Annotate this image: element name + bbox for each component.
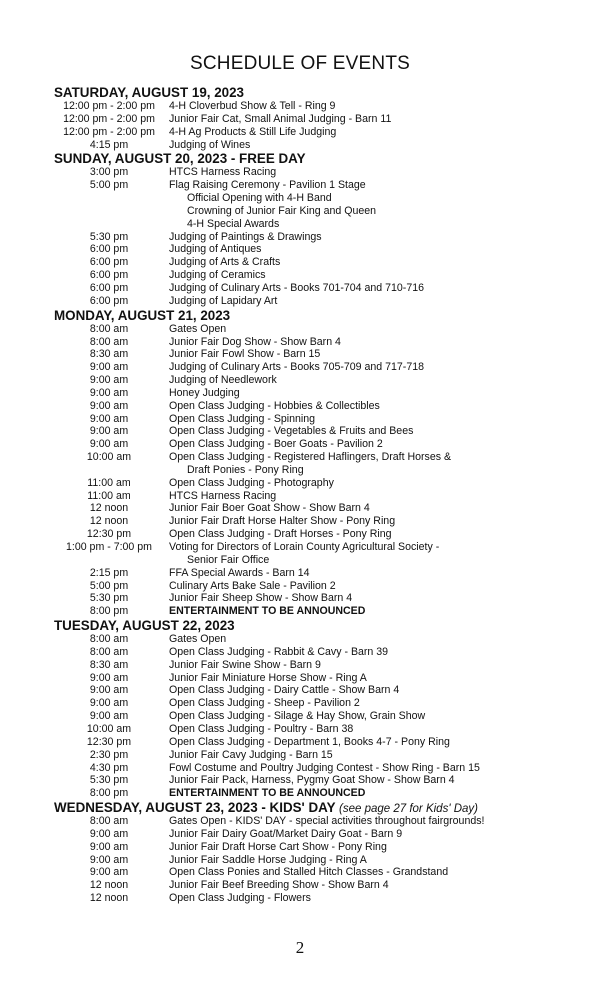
event-time: 8:00 am — [89, 322, 129, 335]
event-description: Senior Fair Office — [187, 553, 270, 566]
event-row — [0, 659, 600, 672]
event-description: Open Class Judging - Spinning — [169, 412, 316, 425]
event-time: 1:00 pm - 7:00 pm — [66, 541, 152, 553]
page-number: 2 — [295, 938, 305, 957]
event-description: Open Class Judging - Poultry - Barn 38 — [169, 722, 354, 735]
day-heading — [0, 800, 600, 815]
day-heading — [0, 618, 600, 633]
event-row — [0, 243, 600, 256]
event-description: Junior Fair Dairy Goat/Market Dairy Goat - Barn 9 — [169, 827, 403, 840]
day-heading — [0, 308, 600, 323]
event-time: 9:00 am — [89, 866, 129, 879]
event-description: Junior Fair Cat, Small Animal Judging - Barn 11 — [169, 112, 392, 125]
event-description: Judging of Ceramics — [169, 269, 266, 282]
event-description: HTCS Harness Racing — [169, 489, 277, 502]
event-time: 5:00 pm — [89, 179, 129, 192]
event-time: 8:00 pm — [89, 605, 129, 618]
event-description: Open Class Judging - Photography — [169, 476, 334, 489]
event-description: Open Class Judging - Registered Haflingers, Draft Horses & — [169, 451, 452, 464]
event-time: 6:00 pm — [89, 269, 129, 282]
event-description: Gates Open — [169, 633, 227, 646]
event-description: Junior Fair Dog Show - Show Barn 4 — [169, 335, 341, 348]
event-row — [0, 854, 600, 867]
event-time: 5:30 pm — [89, 774, 129, 787]
event-row — [0, 282, 600, 295]
event-time: 8:00 am — [89, 633, 129, 646]
event-row — [0, 374, 600, 387]
event-row — [0, 841, 600, 854]
event-time: 9:00 am — [89, 840, 129, 853]
event-row — [0, 205, 600, 218]
event-description: Junior Fair Beef Breeding Show - Show Barn 4 — [169, 879, 389, 892]
event-row — [0, 710, 600, 723]
schedule-list — [0, 85, 600, 905]
event-time: 5:30 pm — [89, 230, 129, 243]
event-row — [0, 218, 600, 231]
event-row — [0, 192, 600, 205]
day-heading-text: SATURDAY, AUGUST 19, 2023 — [54, 85, 245, 100]
event-description: 4-H Special Awards — [187, 217, 280, 230]
event-description: Junior Fair Saddle Horse Judging - Ring A — [169, 853, 367, 866]
event-description: Official Opening with 4-H Band — [187, 192, 332, 205]
event-description: Junior Fair Fowl Show - Barn 15 — [169, 348, 321, 361]
event-time: 12 noon — [89, 892, 129, 905]
event-description: Junior Fair Boer Goat Show - Show Barn 4 — [169, 502, 370, 515]
event-description: Fowl Costume and Poultry Judging Contest - Show Ring - Barn 15 — [169, 761, 480, 774]
event-description: Culinary Arts Bake Sale - Pavilion 2 — [169, 579, 336, 592]
event-description: Draft Ponies - Pony Ring — [187, 463, 304, 476]
event-time: 9:00 am — [89, 386, 129, 399]
event-time: 9:00 am — [89, 710, 129, 723]
event-row — [0, 528, 600, 541]
page-title: SCHEDULE OF EVENTS — [189, 53, 411, 74]
event-description: Judging of Needlework — [169, 374, 277, 387]
event-row — [0, 580, 600, 593]
event-time: 5:00 pm — [89, 579, 129, 592]
event-row — [0, 323, 600, 336]
event-row — [0, 592, 600, 605]
event-row — [0, 749, 600, 762]
event-row — [0, 336, 600, 349]
event-time: 6:00 pm — [89, 256, 129, 269]
event-description: Open Class Judging - Hobbies & Collectibles — [169, 399, 380, 412]
event-row — [0, 684, 600, 697]
event-description: Junior Fair Swine Show - Barn 9 — [169, 658, 321, 671]
event-row — [0, 166, 600, 179]
event-row — [0, 554, 600, 567]
day-heading-text: SUNDAY, AUGUST 20, 2023 - FREE DAY — [54, 151, 306, 167]
event-time: 9:00 am — [89, 853, 129, 866]
event-row — [0, 400, 600, 413]
day-note: (see page 27 for Kids' Day) — [339, 803, 478, 816]
event-row — [0, 723, 600, 736]
event-description: Judging of Lapidary Art — [169, 294, 278, 307]
event-description: Judging of Antiques — [169, 243, 262, 256]
day-heading-text: WEDNESDAY, AUGUST 23, 2023 - KIDS' DAY — [54, 800, 336, 816]
event-description: Junior Fair Pack, Harness, Pygmy Goat Show - Show Barn 4 — [169, 774, 455, 787]
event-time: 9:00 am — [89, 684, 129, 697]
event-time: 9:00 am — [89, 361, 129, 374]
event-time: 11:00 am — [87, 476, 131, 489]
event-description: Junior Fair Sheep Show - Show Barn 4 — [169, 592, 353, 605]
event-row — [0, 787, 600, 800]
event-time: 8:00 am — [89, 335, 129, 348]
event-row — [0, 269, 600, 282]
event-description: Gates Open — [169, 322, 227, 335]
event-row — [0, 736, 600, 749]
event-description: Junior Fair Draft Horse Halter Show - Pony Ring — [169, 515, 396, 528]
event-time: 9:00 am — [89, 412, 129, 425]
event-row — [0, 697, 600, 710]
event-time: 8:00 am — [89, 645, 129, 658]
event-time: 9:00 am — [89, 425, 129, 438]
event-row — [0, 231, 600, 244]
event-row — [0, 828, 600, 841]
event-time: 12:30 pm — [86, 528, 132, 541]
event-time: 12 noon — [89, 515, 129, 528]
event-description: Open Class Ponies and Stalled Hitch Classes - Grandstand — [169, 866, 449, 879]
event-time: 6:00 pm — [89, 294, 129, 307]
event-description: Junior Fair Cavy Judging - Barn 15 — [169, 748, 333, 761]
event-time: 9:00 am — [89, 671, 129, 684]
event-description: Junior Fair Miniature Horse Show - Ring A — [169, 671, 367, 684]
event-description: Judging of Culinary Arts - Books 701-704 and 710-716 — [169, 281, 424, 294]
event-time: 10:00 am — [86, 722, 132, 735]
event-row — [0, 866, 600, 879]
event-description: Open Class Judging - Dairy Cattle - Show Barn 4 — [169, 684, 400, 697]
event-row — [0, 477, 600, 490]
event-row — [0, 672, 600, 685]
event-description: FFA Special Awards - Barn 14 — [169, 566, 310, 579]
event-row — [0, 774, 600, 787]
event-time: 12:00 pm - 2:00 pm — [63, 112, 155, 125]
day-heading — [0, 85, 600, 100]
event-row — [0, 502, 600, 515]
event-description: Open Class Judging - Boer Goats - Pavilion 2 — [169, 438, 383, 451]
event-description: 4-H Ag Products & Still Life Judging — [169, 125, 337, 138]
event-row — [0, 815, 600, 828]
day-heading — [0, 151, 600, 166]
event-time: 12:30 pm — [86, 735, 132, 748]
event-row — [0, 348, 600, 361]
event-time: 2:30 pm — [89, 748, 129, 761]
event-row — [0, 256, 600, 269]
event-row — [0, 451, 600, 464]
event-row — [0, 295, 600, 308]
day-heading-text: MONDAY, AUGUST 21, 2023 — [54, 307, 231, 323]
event-description: Open Class Judging - Flowers — [169, 892, 311, 905]
event-time: 9:00 am — [89, 399, 129, 412]
event-time: 9:00 am — [89, 827, 129, 840]
event-description: Honey Judging — [169, 386, 240, 399]
event-time: 6:00 pm — [89, 243, 129, 256]
event-time: 9:00 am — [89, 374, 129, 387]
event-description: Open Class Judging - Draft Horses - Pony Ring — [169, 528, 392, 541]
day-heading-text: TUESDAY, AUGUST 22, 2023 — [54, 618, 235, 634]
event-row — [0, 879, 600, 892]
event-row — [0, 126, 600, 139]
event-description: Open Class Judging - Silage & Hay Show, Grain Show — [169, 710, 426, 723]
event-time: 4:30 pm — [89, 761, 129, 774]
event-row — [0, 464, 600, 477]
event-time: 11:00 am — [87, 489, 131, 502]
event-row — [0, 515, 600, 528]
event-row — [0, 361, 600, 374]
event-row — [0, 139, 600, 152]
event-time: 12:00 pm - 2:00 pm — [63, 100, 155, 112]
event-description: Flag Raising Ceremony - Pavilion 1 Stage — [169, 179, 366, 192]
event-row — [0, 541, 600, 554]
event-description: Judging of Wines — [169, 138, 251, 151]
event-description: ENTERTAINMENT TO BE ANNOUNCED — [169, 605, 366, 618]
event-row — [0, 892, 600, 905]
event-row — [0, 438, 600, 451]
event-time: 12:00 pm - 2:00 pm — [63, 125, 155, 138]
event-row — [0, 490, 600, 503]
event-description: Judging of Arts & Crafts — [169, 256, 281, 269]
event-time: 9:00 am — [89, 438, 129, 451]
event-description: Judging of Paintings & Drawings — [169, 230, 322, 243]
event-description: HTCS Harness Racing — [169, 166, 277, 179]
event-description: Open Class Judging - Department 1, Books 4-7 - Pony Ring — [169, 735, 450, 748]
event-time: 2:15 pm — [89, 566, 129, 579]
event-row — [0, 605, 600, 618]
event-row — [0, 567, 600, 580]
event-time: 8:30 am — [89, 348, 129, 361]
event-time: 10:00 am — [86, 451, 132, 464]
event-row — [0, 646, 600, 659]
event-description: Junior Fair Draft Horse Cart Show - Pony Ring — [169, 840, 387, 853]
event-time: 9:00 am — [89, 697, 129, 710]
event-row — [0, 113, 600, 126]
event-time: 3:00 pm — [89, 166, 129, 179]
event-row — [0, 633, 600, 646]
event-row — [0, 179, 600, 192]
event-row — [0, 387, 600, 400]
event-row — [0, 100, 600, 113]
event-description: Gates Open - KIDS' DAY - special activities throughout fairgrounds! — [169, 815, 485, 828]
event-description: 4-H Cloverbud Show & Tell - Ring 9 — [169, 100, 336, 112]
event-time: 8:30 am — [89, 658, 129, 671]
event-description: ENTERTAINMENT TO BE ANNOUNCED — [169, 787, 366, 800]
event-time: 8:00 am — [89, 815, 129, 828]
event-time: 8:00 pm — [89, 787, 129, 800]
event-description: Open Class Judging - Rabbit & Cavy - Barn 39 — [169, 645, 389, 658]
event-description: Open Class Judging - Vegetables & Fruits and Bees — [169, 425, 414, 438]
event-time: 4:15 pm — [89, 138, 129, 151]
event-time: 6:00 pm — [89, 281, 129, 294]
event-time: 5:30 pm — [89, 592, 129, 605]
event-time: 12 noon — [89, 879, 129, 892]
event-description: Judging of Culinary Arts - Books 705-709 and 717-718 — [169, 361, 424, 374]
event-row — [0, 413, 600, 426]
event-description: Crowning of Junior Fair King and Queen — [187, 204, 377, 217]
event-description: Open Class Judging - Sheep - Pavilion 2 — [169, 697, 360, 710]
event-description: Voting for Directors of Lorain County Agricultural Society - — [169, 541, 440, 553]
event-time: 12 noon — [89, 502, 129, 515]
event-row — [0, 425, 600, 438]
event-row — [0, 762, 600, 775]
